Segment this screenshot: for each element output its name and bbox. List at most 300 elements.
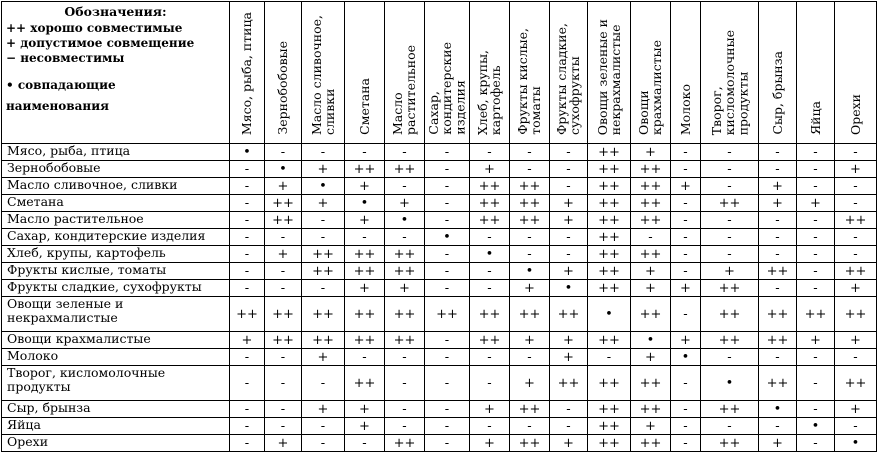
compatibility-cell: - bbox=[425, 178, 470, 195]
compatibility-cell: ++ bbox=[588, 418, 631, 435]
compatibility-cell: + bbox=[671, 280, 701, 297]
compatibility-cell: + bbox=[835, 401, 877, 418]
compatibility-cell: - bbox=[671, 263, 701, 280]
compatibility-cell: - bbox=[302, 144, 345, 161]
compatibility-cell: + bbox=[550, 435, 588, 452]
compatibility-cell: + bbox=[631, 144, 671, 161]
compatibility-cell: + bbox=[835, 280, 877, 297]
column-header bbox=[759, 2, 797, 144]
compatibility-cell: • bbox=[425, 229, 470, 246]
row-label: Сыр, брынза bbox=[2, 401, 230, 418]
compatibility-cell: ++ bbox=[510, 435, 550, 452]
compatibility-cell: ++ bbox=[759, 366, 797, 401]
compatibility-cell: ++ bbox=[385, 246, 425, 263]
compatibility-cell: ++ bbox=[510, 297, 550, 332]
compatibility-cell: ++ bbox=[588, 212, 631, 229]
compatibility-cell: - bbox=[797, 349, 835, 366]
row-label: Масло сливочное, сливки bbox=[2, 178, 230, 195]
compatibility-cell: - bbox=[230, 366, 265, 401]
compatibility-cell: ++ bbox=[835, 366, 877, 401]
compatibility-cell: + bbox=[302, 195, 345, 212]
compatibility-cell: - bbox=[701, 246, 759, 263]
compatibility-cell: + bbox=[701, 263, 759, 280]
compatibility-cell: - bbox=[588, 349, 631, 366]
compatibility-cell: ++ bbox=[345, 263, 385, 280]
legend-title: Обозначения: bbox=[64, 4, 167, 19]
compatibility-cell: - bbox=[759, 280, 797, 297]
compatibility-cell: ++ bbox=[631, 297, 671, 332]
compatibility-cell: - bbox=[385, 144, 425, 161]
compatibility-cell: ++ bbox=[470, 178, 510, 195]
compatibility-cell: + bbox=[265, 246, 302, 263]
compatibility-cell: - bbox=[470, 263, 510, 280]
table-row bbox=[2, 263, 877, 280]
compatibility-cell: • bbox=[230, 144, 265, 161]
legend-acceptable: + допустимое совмещение bbox=[6, 35, 195, 50]
row-label: Масло растительное bbox=[2, 212, 230, 229]
column-header-label: Мясо, рыба, птица bbox=[239, 11, 255, 135]
column-header-label: Сметана bbox=[356, 78, 372, 135]
compatibility-cell: - bbox=[671, 246, 701, 263]
compatibility-cell: • bbox=[345, 195, 385, 212]
compatibility-cell: ++ bbox=[385, 332, 425, 349]
compatibility-cell: - bbox=[797, 161, 835, 178]
compatibility-cell: + bbox=[470, 435, 510, 452]
compatibility-cell: ++ bbox=[302, 263, 345, 280]
column-header-label: Творог, кисломолочные продукты bbox=[708, 29, 751, 135]
compatibility-cell: - bbox=[510, 246, 550, 263]
table-row bbox=[2, 366, 877, 401]
compatibility-cell: - bbox=[550, 246, 588, 263]
compatibility-cell: ++ bbox=[588, 332, 631, 349]
compatibility-cell: - bbox=[671, 418, 701, 435]
compatibility-cell: • bbox=[385, 212, 425, 229]
compatibility-cell: ++ bbox=[835, 212, 877, 229]
column-header-label: Орехи bbox=[847, 93, 863, 135]
column-header bbox=[550, 2, 588, 144]
compatibility-cell: + bbox=[385, 195, 425, 212]
compatibility-cell: - bbox=[425, 366, 470, 401]
compatibility-cell: - bbox=[701, 229, 759, 246]
column-header bbox=[588, 2, 631, 144]
compatibility-cell: - bbox=[835, 178, 877, 195]
table-row bbox=[2, 418, 877, 435]
compatibility-cell: ++ bbox=[588, 435, 631, 452]
compatibility-cell: ++ bbox=[345, 366, 385, 401]
compatibility-cell: ++ bbox=[631, 435, 671, 452]
row-label: Творог, кисломолочные продукты bbox=[2, 366, 230, 401]
compatibility-cell: + bbox=[631, 349, 671, 366]
compatibility-cell: - bbox=[265, 366, 302, 401]
compatibility-cell: + bbox=[550, 263, 588, 280]
compatibility-cell: ++ bbox=[631, 212, 671, 229]
compatibility-cell: + bbox=[631, 418, 671, 435]
legend-good: ++ хорошо совместимые bbox=[6, 20, 183, 35]
compatibility-cell: ++ bbox=[385, 435, 425, 452]
compatibility-cell: ++ bbox=[588, 195, 631, 212]
compatibility-cell: - bbox=[345, 349, 385, 366]
compatibility-cell: ++ bbox=[470, 332, 510, 349]
compatibility-cell: - bbox=[385, 418, 425, 435]
compatibility-cell: - bbox=[425, 435, 470, 452]
compatibility-cell: ++ bbox=[835, 297, 877, 332]
compatibility-cell: ++ bbox=[385, 297, 425, 332]
compatibility-cell: - bbox=[345, 144, 385, 161]
compatibility-cell: - bbox=[797, 280, 835, 297]
column-header bbox=[797, 2, 835, 144]
compatibility-cell: - bbox=[470, 229, 510, 246]
compatibility-cell: ++ bbox=[759, 332, 797, 349]
compatibility-cell: - bbox=[759, 161, 797, 178]
compatibility-cell: ++ bbox=[470, 212, 510, 229]
compatibility-cell: - bbox=[510, 349, 550, 366]
compatibility-cell: ++ bbox=[631, 366, 671, 401]
column-header-label: Овощи зеленые и некрахмалистые bbox=[594, 18, 623, 135]
column-header-label: Яйца bbox=[807, 101, 823, 135]
column-header-label: Сахар, кондитерские изделия bbox=[426, 42, 468, 135]
compatibility-cell: - bbox=[425, 263, 470, 280]
compatibility-cell: - bbox=[550, 178, 588, 195]
compatibility-cell: - bbox=[385, 401, 425, 418]
table-row bbox=[2, 195, 877, 212]
compatibility-cell: ++ bbox=[265, 212, 302, 229]
compatibility-cell: - bbox=[265, 229, 302, 246]
legend-bad: − несовместимы bbox=[6, 50, 125, 65]
compatibility-cell: - bbox=[797, 212, 835, 229]
compatibility-cell: + bbox=[345, 212, 385, 229]
compatibility-cell: + bbox=[550, 195, 588, 212]
compatibility-cell: + bbox=[345, 418, 385, 435]
compatibility-cell: - bbox=[797, 229, 835, 246]
compatibility-cell: + bbox=[265, 435, 302, 452]
compatibility-cell: ++ bbox=[385, 161, 425, 178]
compatibility-cell: ++ bbox=[265, 297, 302, 332]
compatibility-cell: - bbox=[671, 212, 701, 229]
compatibility-cell: - bbox=[835, 246, 877, 263]
compatibility-cell: ++ bbox=[345, 297, 385, 332]
compatibility-cell: - bbox=[302, 280, 345, 297]
column-header-label: Масло сливочное, сливки bbox=[308, 14, 337, 135]
compatibility-cell: - bbox=[265, 263, 302, 280]
compatibility-cell: - bbox=[631, 229, 671, 246]
compatibility-cell: • bbox=[671, 349, 701, 366]
compatibility-cell: - bbox=[302, 212, 345, 229]
compatibility-cell: + bbox=[759, 178, 797, 195]
column-header bbox=[425, 2, 470, 144]
table-row bbox=[2, 349, 877, 366]
compatibility-cell: - bbox=[470, 366, 510, 401]
compatibility-cell: + bbox=[671, 178, 701, 195]
compatibility-cell: + bbox=[510, 280, 550, 297]
compatibility-cell: ++ bbox=[701, 435, 759, 452]
compatibility-cell: + bbox=[302, 401, 345, 418]
column-header-label: Овощи крахмалистые bbox=[636, 39, 665, 135]
compatibility-cell: - bbox=[797, 435, 835, 452]
row-label: Орехи bbox=[2, 435, 230, 452]
compatibility-cell: - bbox=[835, 195, 877, 212]
compatibility-cell: ++ bbox=[470, 195, 510, 212]
column-header bbox=[385, 2, 425, 144]
compatibility-cell: - bbox=[759, 144, 797, 161]
compatibility-cell: ++ bbox=[588, 178, 631, 195]
compatibility-cell: - bbox=[797, 366, 835, 401]
compatibility-cell: - bbox=[345, 435, 385, 452]
compatibility-cell: - bbox=[671, 161, 701, 178]
column-header bbox=[671, 2, 701, 144]
compatibility-cell: ++ bbox=[631, 246, 671, 263]
compatibility-cell: + bbox=[759, 435, 797, 452]
compatibility-cell: ++ bbox=[701, 401, 759, 418]
compatibility-cell: - bbox=[302, 229, 345, 246]
compatibility-cell: - bbox=[265, 280, 302, 297]
compatibility-cell: ++ bbox=[588, 229, 631, 246]
compatibility-cell: • bbox=[588, 297, 631, 332]
compatibility-cell: ++ bbox=[631, 195, 671, 212]
row-label: Зернобобовые bbox=[2, 161, 230, 178]
compatibility-cell: ++ bbox=[550, 297, 588, 332]
compatibility-cell: • bbox=[759, 401, 797, 418]
compatibility-cell: ++ bbox=[470, 297, 510, 332]
compatibility-cell: - bbox=[470, 418, 510, 435]
compatibility-cell: - bbox=[701, 144, 759, 161]
compatibility-cell: ++ bbox=[510, 212, 550, 229]
compatibility-cell: • bbox=[631, 332, 671, 349]
compatibility-cell: ++ bbox=[425, 297, 470, 332]
compatibility-cell: - bbox=[671, 229, 701, 246]
compatibility-cell: ++ bbox=[588, 401, 631, 418]
compatibility-cell: ++ bbox=[345, 332, 385, 349]
compatibility-cell: + bbox=[550, 349, 588, 366]
row-label: Молоко bbox=[2, 349, 230, 366]
compatibility-cell: ++ bbox=[701, 297, 759, 332]
compatibility-cell: + bbox=[510, 366, 550, 401]
compatibility-cell: - bbox=[701, 212, 759, 229]
compatibility-cell: - bbox=[230, 178, 265, 195]
compatibility-cell: • bbox=[835, 435, 877, 452]
compatibility-cell: - bbox=[302, 435, 345, 452]
compatibility-cell: - bbox=[230, 349, 265, 366]
compatibility-cell: - bbox=[385, 229, 425, 246]
table-row bbox=[2, 280, 877, 297]
compatibility-cell: + bbox=[385, 280, 425, 297]
compatibility-cell: + bbox=[510, 332, 550, 349]
column-header bbox=[835, 2, 877, 144]
compatibility-cell: - bbox=[230, 229, 265, 246]
compatibility-cell: ++ bbox=[631, 401, 671, 418]
compatibility-cell: - bbox=[797, 144, 835, 161]
table-row bbox=[2, 332, 877, 349]
table-row bbox=[2, 246, 877, 263]
compatibility-cell: - bbox=[701, 178, 759, 195]
compatibility-cell: - bbox=[230, 161, 265, 178]
compatibility-cell: • bbox=[701, 366, 759, 401]
compatibility-cell: + bbox=[470, 161, 510, 178]
compatibility-cell: - bbox=[671, 195, 701, 212]
compatibility-cell: + bbox=[671, 332, 701, 349]
table-row bbox=[2, 178, 877, 195]
compatibility-cell: ++ bbox=[588, 366, 631, 401]
compatibility-cell: - bbox=[385, 366, 425, 401]
compatibility-table bbox=[1, 1, 877, 452]
compatibility-cell: + bbox=[759, 195, 797, 212]
compatibility-cell: - bbox=[230, 246, 265, 263]
compatibility-cell: - bbox=[425, 418, 470, 435]
compatibility-cell: + bbox=[631, 263, 671, 280]
compatibility-cell: ++ bbox=[510, 401, 550, 418]
compatibility-cell: ++ bbox=[302, 246, 345, 263]
column-header-label: Хлеб, крупы, картофель bbox=[475, 49, 504, 135]
compatibility-cell: - bbox=[425, 349, 470, 366]
compatibility-cell: ++ bbox=[701, 195, 759, 212]
compatibility-cell: - bbox=[550, 161, 588, 178]
compatibility-cell: + bbox=[797, 195, 835, 212]
compatibility-cell: - bbox=[759, 229, 797, 246]
compatibility-cell: - bbox=[345, 229, 385, 246]
compatibility-cell: - bbox=[230, 212, 265, 229]
row-label: Сахар, кондитерские изделия bbox=[2, 229, 230, 246]
row-label: Фрукты кислые, томаты bbox=[2, 263, 230, 280]
compatibility-cell: - bbox=[510, 161, 550, 178]
row-label: Фрукты сладкие, сухофрукты bbox=[2, 280, 230, 297]
compatibility-cell: - bbox=[302, 418, 345, 435]
compatibility-cell: ++ bbox=[345, 161, 385, 178]
compatibility-cell: - bbox=[425, 332, 470, 349]
table-body bbox=[2, 144, 877, 452]
compatibility-cell: ++ bbox=[265, 195, 302, 212]
row-label: Мясо, рыба, птица bbox=[2, 144, 230, 161]
compatibility-cell: ++ bbox=[385, 263, 425, 280]
compatibility-cell: - bbox=[230, 195, 265, 212]
compatibility-cell: - bbox=[265, 418, 302, 435]
compatibility-cell: ++ bbox=[550, 366, 588, 401]
compatibility-cell: ++ bbox=[345, 246, 385, 263]
compatibility-cell: - bbox=[425, 144, 470, 161]
compatibility-cell: • bbox=[470, 246, 510, 263]
compatibility-cell: - bbox=[759, 246, 797, 263]
compatibility-cell: + bbox=[550, 212, 588, 229]
compatibility-cell: ++ bbox=[631, 178, 671, 195]
compatibility-cell: - bbox=[425, 161, 470, 178]
column-header bbox=[230, 2, 265, 144]
compatibility-cell: - bbox=[835, 144, 877, 161]
compatibility-cell: - bbox=[835, 349, 877, 366]
row-label: Яйца bbox=[2, 418, 230, 435]
compatibility-cell: - bbox=[510, 418, 550, 435]
compatibility-cell: - bbox=[797, 246, 835, 263]
compatibility-cell: - bbox=[671, 297, 701, 332]
compatibility-cell: - bbox=[671, 435, 701, 452]
column-header bbox=[302, 2, 345, 144]
compatibility-cell: + bbox=[302, 349, 345, 366]
compatibility-cell: - bbox=[701, 161, 759, 178]
compatibility-cell: + bbox=[835, 161, 877, 178]
table-row bbox=[2, 401, 877, 418]
legend-same-1: • совпадающие bbox=[6, 77, 116, 92]
compatibility-cell: + bbox=[345, 401, 385, 418]
compatibility-cell: • bbox=[550, 280, 588, 297]
compatibility-cell: • bbox=[797, 418, 835, 435]
compatibility-cell: ++ bbox=[302, 297, 345, 332]
compatibility-cell: ++ bbox=[588, 161, 631, 178]
compatibility-cell: - bbox=[797, 401, 835, 418]
column-header-label: Фрукты кислые, томаты bbox=[515, 28, 544, 135]
column-header-label: Фрукты сладкие, сухофрукты bbox=[554, 23, 583, 135]
row-label: Овощи крахмалистые bbox=[2, 332, 230, 349]
header-row bbox=[2, 2, 877, 144]
column-header-label: Масло растительное bbox=[390, 44, 419, 135]
compatibility-cell: ++ bbox=[759, 263, 797, 280]
column-header bbox=[510, 2, 550, 144]
legend-same-2: наименования bbox=[6, 98, 109, 113]
compatibility-cell: - bbox=[797, 263, 835, 280]
table-row bbox=[2, 435, 877, 452]
compatibility-cell: • bbox=[510, 263, 550, 280]
compatibility-cell: - bbox=[425, 401, 470, 418]
compatibility-cell: - bbox=[835, 229, 877, 246]
compatibility-cell: ++ bbox=[835, 263, 877, 280]
compatibility-cell: + bbox=[345, 280, 385, 297]
compatibility-cell: - bbox=[265, 349, 302, 366]
compatibility-cell: - bbox=[759, 212, 797, 229]
compatibility-cell: - bbox=[550, 229, 588, 246]
table-row bbox=[2, 161, 877, 178]
compatibility-cell: - bbox=[230, 418, 265, 435]
row-label: Сметана bbox=[2, 195, 230, 212]
compatibility-cell: + bbox=[302, 161, 345, 178]
compatibility-cell: - bbox=[425, 280, 470, 297]
compatibility-cell: - bbox=[701, 349, 759, 366]
compatibility-cell: - bbox=[550, 144, 588, 161]
compatibility-cell: - bbox=[230, 435, 265, 452]
compatibility-cell: - bbox=[671, 144, 701, 161]
compatibility-cell: - bbox=[550, 401, 588, 418]
compatibility-cell: • bbox=[302, 178, 345, 195]
column-header bbox=[470, 2, 510, 144]
compatibility-cell: + bbox=[550, 332, 588, 349]
compatibility-cell: - bbox=[510, 144, 550, 161]
column-header-label: Сыр, брынза bbox=[769, 51, 785, 135]
compatibility-cell: - bbox=[470, 280, 510, 297]
column-header bbox=[265, 2, 302, 144]
column-header bbox=[631, 2, 671, 144]
compatibility-cell: - bbox=[550, 418, 588, 435]
compatibility-cell: - bbox=[671, 401, 701, 418]
table-row bbox=[2, 212, 877, 229]
compatibility-cell: - bbox=[470, 144, 510, 161]
compatibility-cell: ++ bbox=[701, 332, 759, 349]
table-row bbox=[2, 229, 877, 246]
compatibility-cell: ++ bbox=[302, 332, 345, 349]
column-header-label: Молоко bbox=[677, 83, 693, 135]
compatibility-cell: - bbox=[470, 349, 510, 366]
compatibility-cell: - bbox=[425, 195, 470, 212]
compatibility-cell: + bbox=[345, 178, 385, 195]
compatibility-cell: - bbox=[265, 144, 302, 161]
compatibility-cell: - bbox=[302, 366, 345, 401]
compatibility-cell: - bbox=[425, 246, 470, 263]
column-header bbox=[701, 2, 759, 144]
compatibility-cell: - bbox=[671, 366, 701, 401]
compatibility-cell: - bbox=[265, 401, 302, 418]
compatibility-cell: + bbox=[265, 178, 302, 195]
table-row bbox=[2, 297, 877, 332]
compatibility-cell: - bbox=[759, 349, 797, 366]
table-row bbox=[2, 144, 877, 161]
compatibility-cell: - bbox=[230, 263, 265, 280]
legend bbox=[2, 2, 230, 144]
compatibility-cell: + bbox=[797, 332, 835, 349]
compatibility-cell: - bbox=[759, 418, 797, 435]
